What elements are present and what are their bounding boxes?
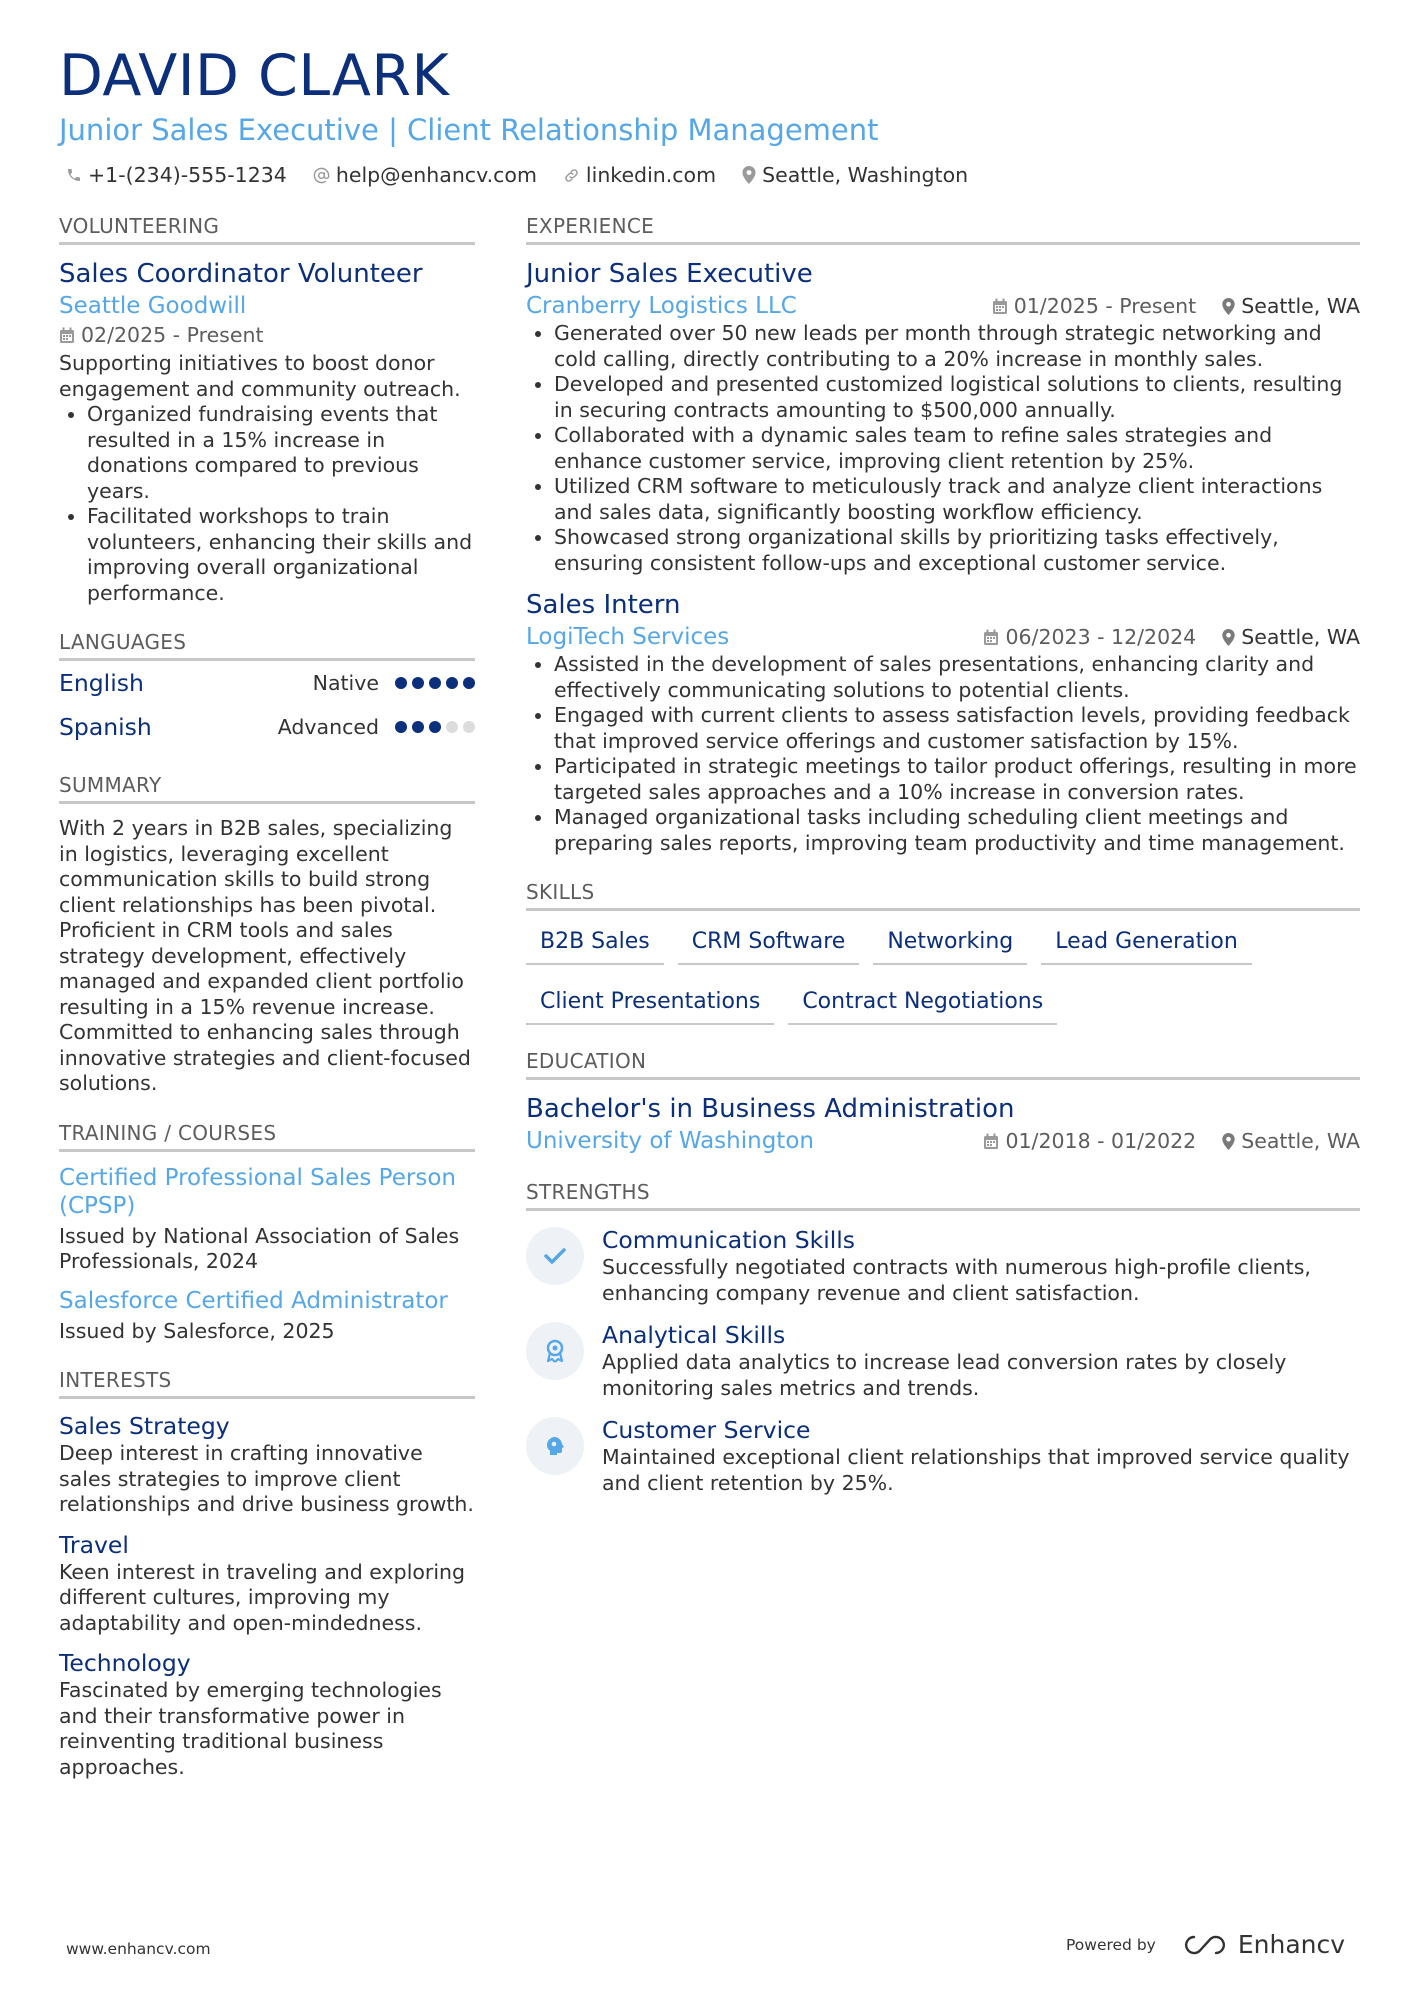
skill-chip: Client Presentations [526,983,774,1025]
skill-chip: Contract Negotiations [788,983,1057,1025]
list-item: • Generated over 50 new leads per month through strategic networking and cold calling, directly contributing to a 20% increase in monthly sales. [554,321,1360,372]
interest-desc: Keen interest in traveling and exploring different cultures, improving my adaptability and open-mindedness. [59,1559,466,1635]
job-role: Junior Sales Executive [526,259,813,289]
degree: Bachelor's in Business Administration [526,1094,1015,1124]
course-name: Certified Professional Sales Person (CPSP) [59,1164,456,1219]
strength-desc: Successfully negotiated contracts with numerous high-profile clients, enhancing company revenue and client satisfaction. [602,1255,1311,1305]
head-icon [544,1435,566,1457]
enhancv-logo-icon [1182,1934,1228,1956]
strengths-section [526,1180,1360,1496]
section-title: LANGUAGES [59,630,475,661]
volunteer-role: Sales Coordinator Volunteer [59,259,423,289]
job-date [992,294,1197,318]
rating-dot [463,677,475,689]
candidate-name: DAVID CLARK [59,43,450,109]
job-date-text: 06/2023 - 12/2024 [1005,625,1197,649]
language-level: Native [312,671,379,695]
language-level: Advanced [277,715,379,739]
education-date [983,1129,1196,1153]
rating-dot [463,721,475,733]
strength-name: Analytical Skills [602,1321,786,1349]
list-item: • Utilized CRM software to meticulously track and analyze client interactions and sales data, significantly boosting workflow efficiency. [554,474,1360,525]
education-section [526,1049,1360,1156]
right-column [526,214,1360,1520]
strength-body [602,1320,1360,1401]
contact-phone [66,163,287,187]
calendar-icon [983,1133,999,1150]
job-company: LogiTech Services [526,624,730,650]
calendar-icon [59,327,75,344]
strength-item [526,1320,1360,1401]
job-bullets [526,321,1360,576]
language-row-spanish [59,705,475,749]
list-item: • Facilitated workshops to train volunteers, enhancing their skills and improving overall organizational performance. [87,504,475,606]
skills-section [526,880,1360,1025]
education-location-text: Seattle, WA [1241,1129,1360,1153]
left-column [59,214,475,1804]
contact-email[interactable] [313,163,537,187]
strength-desc: Applied data analytics to increase lead conversion rates by closely monitoring sales metrics and trends. [602,1350,1287,1400]
location-icon [1222,298,1235,315]
enhancv-logo[interactable] [1182,1930,1345,1959]
education-date-text: 01/2018 - 01/2022 [1005,1129,1197,1153]
skill-chip: Lead Generation [1041,923,1252,965]
job-location [1222,294,1360,318]
check-icon [544,1247,566,1265]
list-item: • Participated in strategic meetings to tailor product offerings, resulting in more targeted sales approaches and a 10% increase in conversion rates. [554,754,1360,805]
calendar-icon [992,298,1008,315]
section-title: INTERESTS [59,1368,475,1399]
contact-location-text: Seattle, Washington [762,163,969,187]
job-meta [992,294,1360,318]
strength-item [526,1415,1360,1496]
volunteering-section [59,214,475,606]
job-entry [526,588,1360,856]
summary-text: With 2 years in B2B sales, specializing in logistics, leveraging excellent communication skills to build strong client relationships has been pivotal. Proficient in CRM tools and sales strategy development, effectively managed and expanded client portfolio resulting in a 15% revenue increase. Committed to enhancing sales through innovative strategies and client-focused solutions. [59,816,471,1095]
education-location [1222,1129,1360,1153]
strength-name: Customer Service [602,1416,811,1444]
contact-phone-text: +1-(234)-555-1234 [88,163,287,187]
award-icon [544,1339,566,1363]
list-item: • Showcased strong organizational skills by prioritizing tasks effectively, ensuring consistent follow-ups and exceptional customer service. [554,525,1360,576]
job-role: Sales Intern [526,590,681,620]
experience-section [526,214,1360,856]
list-item: • Developed and presented customized logistical solutions to clients, resulting in securing contracts amounting to $500,000 annually. [554,372,1360,423]
course-issuer: Issued by National Association of Sales Professionals, 2024 [59,1223,460,1273]
languages-section [59,630,475,749]
language-meta [313,671,475,695]
strength-body [602,1225,1360,1306]
strength-name: Communication Skills [602,1226,856,1254]
language-rating [395,677,475,689]
job-bullets [526,652,1360,856]
contact-linkedin[interactable] [563,163,716,187]
list-item: • Managed organizational tasks including scheduling client meetings and preparing sales reports, improving team productivity and time management. [554,805,1360,856]
rating-dot [412,721,424,733]
volunteer-date [59,323,475,347]
footer-brand [1066,1930,1345,1959]
job-date [983,625,1196,649]
language-row-english [59,661,475,705]
phone-icon [66,167,82,183]
job-meta [983,625,1360,649]
skill-chip: B2B Sales [526,923,664,965]
job-location [1222,625,1360,649]
list-item: • Organized fundraising events that resulted in a 15% increase in donations compared to previous years. [87,402,475,504]
strength-icon-wrap [526,1227,584,1285]
interest-desc: Deep interest in crafting innovative sales strategies to improve client relationships and drive business growth. [59,1441,474,1516]
link-icon [563,167,580,184]
education-meta [983,1129,1360,1153]
skills-list [526,923,1360,1025]
powered-by-label: Powered by [1066,1935,1156,1954]
job-location-text: Seattle, WA [1241,625,1360,649]
contact-bar [66,163,968,187]
section-title: EDUCATION [526,1049,1360,1080]
job-location-text: Seattle, WA [1241,294,1360,318]
course-name: Salesforce Certified Administrator [59,1287,448,1314]
language-name: English [59,669,144,697]
location-icon [742,166,756,184]
rating-dot [395,721,407,733]
list-item: • Collaborated with a dynamic sales team to refine sales strategies and enhance customer service, improving client retention by 25%. [554,423,1360,474]
job-meta-row [526,291,1360,321]
calendar-icon [983,629,999,646]
summary-section [59,773,475,1097]
interest-name: Travel [59,1530,129,1559]
list-item: • Engaged with current clients to assess satisfaction levels, providing feedback that improved service offerings and customer satisfaction by 15%. [554,703,1360,754]
volunteer-bullets [59,402,475,606]
volunteer-org: Seattle Goodwill [59,293,247,319]
footer-website[interactable]: www.enhancv.com [66,1940,211,1958]
interest-desc: Fascinated by emerging technologies and their transformative power in reinventing traditional business approaches. [59,1678,442,1779]
strength-icon-wrap [526,1417,584,1475]
job-entry [526,257,1360,576]
strength-body [602,1415,1360,1496]
interest-name: Technology [59,1649,191,1677]
course-issuer: Issued by Salesforce, 2025 [59,1318,335,1343]
skill-chip: Networking [873,923,1027,965]
rating-dot [446,677,458,689]
at-icon [313,167,330,184]
rating-dot [395,677,407,689]
section-title: STRENGTHS [526,1180,1360,1211]
rating-dot [429,721,441,733]
section-title: SKILLS [526,880,1360,911]
language-name: Spanish [59,713,152,741]
school: University of Washington [526,1128,814,1154]
section-title: TRAINING / COURSES [59,1121,475,1152]
education-meta-row [526,1126,1360,1156]
section-title: EXPERIENCE [526,214,1360,245]
strength-desc: Maintained exceptional client relationships that improved service quality and client retention by 25%. [602,1445,1350,1495]
strength-icon-wrap [526,1322,584,1380]
interest-name: Sales Strategy [59,1412,230,1440]
rating-dot [429,677,441,689]
list-item: • Assisted in the development of sales presentations, enhancing clarity and effectively communicating solutions to potential clients. [554,652,1360,703]
language-rating [395,721,475,733]
job-date-text: 01/2025 - Present [1013,294,1197,318]
volunteer-summary: Supporting initiatives to boost donor engagement and community outreach. [59,351,461,401]
job-company: Cranberry Logistics LLC [526,293,797,319]
language-meta [278,715,475,739]
section-title: SUMMARY [59,773,475,804]
contact-email-text: help@enhancv.com [335,163,537,187]
contact-linkedin-text: linkedin.com [585,163,717,187]
rating-dot [412,677,424,689]
rating-dot [446,721,458,733]
section-title: VOLUNTEERING [59,214,475,245]
job-meta-row [526,622,1360,652]
enhancv-logo-text: Enhancv [1237,1930,1346,1959]
location-icon [1222,629,1235,646]
training-section [59,1121,475,1345]
skill-chip: CRM Software [678,923,860,965]
interests-section [59,1368,475,1780]
contact-location [742,163,968,187]
headline: Junior Sales Executive | Client Relationship Management [59,113,879,147]
location-icon [1222,1133,1235,1150]
strength-item [526,1225,1360,1306]
volunteer-date-text: 02/2025 - Present [81,323,264,347]
